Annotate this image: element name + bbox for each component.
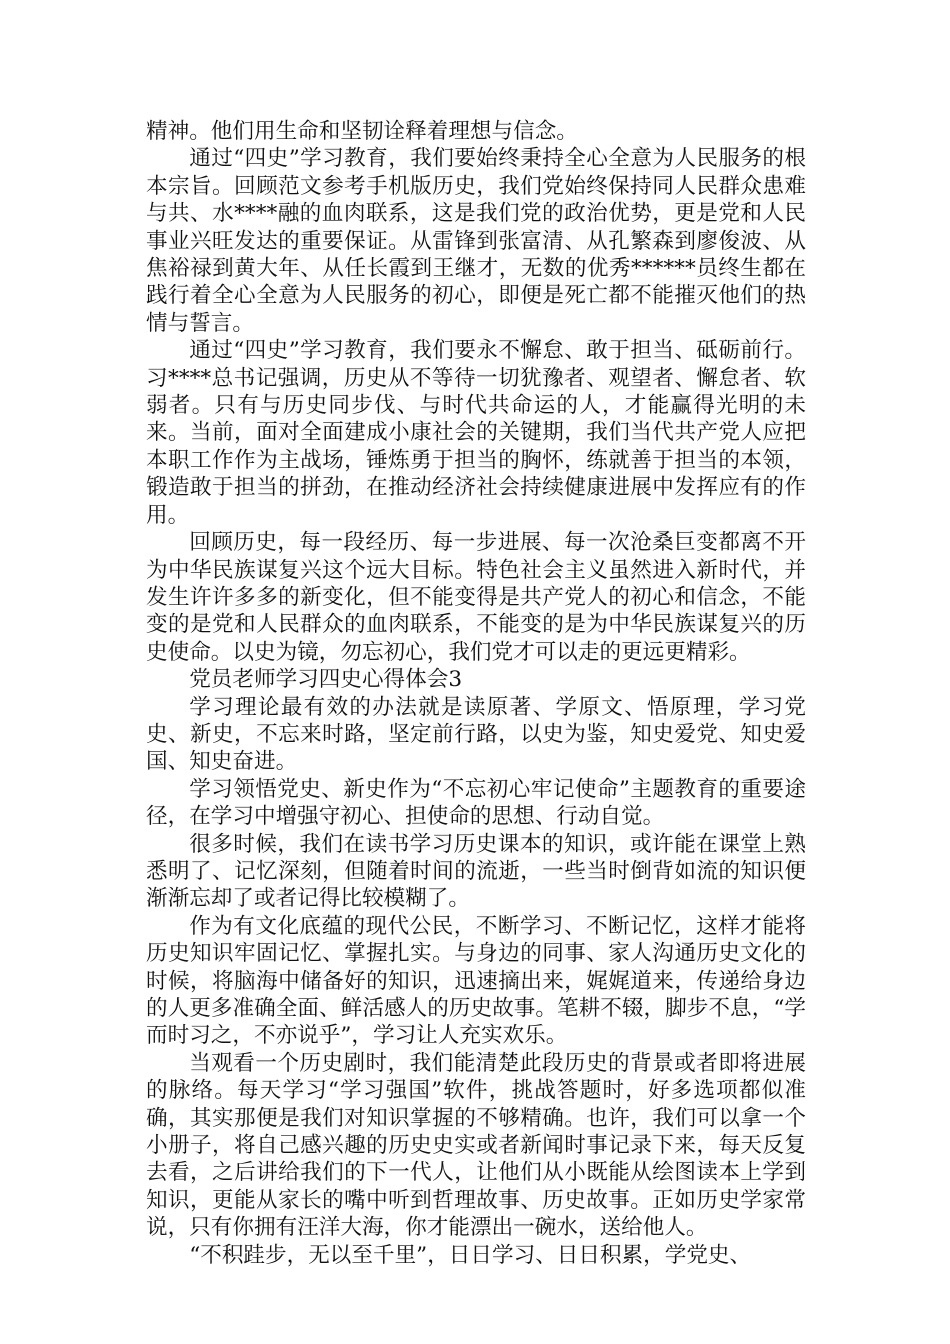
paragraph-take-responsibility: 通过“四史”学习教育，我们要永不懈怠、敢于担当、砥砺前行。习****总书记强调，历史从不等待一切犹豫者、观望者、懈怠者、软弱者。只有与历史同步伐、与时代共命运的人，才能赢得光明的未来。当前，面对全面建成小康社会的关键期，我们当代共产党人应把本职工作作为主战场，锤炼勇于担当的胸怀，练就善于担当的本领，锻造敢于担当的拼劲，在推动经济社会持续健康进展中发挥应有的作用。 (146, 338, 806, 528)
paragraph-accumulate: “不积跬步，无以至千里”，日日学习、日日积累，学党史、 (189, 1242, 752, 1268)
paragraph-continuation: 精神。他们用生命和坚韧诠释着理想与信念。 (146, 119, 578, 144)
paragraph-study-theory: 学习理论最有效的办法就是读原著、学原文、悟原理，学习党史、新史，不忘来时路，坚定前行路，以史为鉴，知史爱党、知史爱国、知史奋进。 (146, 694, 806, 775)
document-page (146, 118, 806, 1269)
paragraph-modern-citizen: 作为有文化底蕴的现代公民，不断学习、不断记忆，这样才能将历史知识牢固记忆、掌握扎实。与身边的同事、家人沟通历史文化的时候，将脑海中储备好的知识，迅速摘出来，娓娓道来，传递给身边的人更多准确全面、鲜活感人的历史故事。笔耕不辍，脚步不息，“学而时习之，不亦说乎”，学习让人充实欢乐。 (146, 913, 806, 1049)
paragraph-serve-people: 通过“四史”学习教育，我们要始终秉持全心全意为人民服务的根本宗旨。回顾范文参考手机版历史，我们党始终保持同人民群众患难与共、水****融的血肉联系，这是我们党的政治优势，更是党和人民事业兴旺发达的重要保证。从雷锋到张富清、从孔繁森到廖俊波、从焦裕禄到黄大年、从任长霞到王继才，无数的优秀******员终生都在践行着全心全意为人民服务的初心，即便是死亡都不能摧灭他们的热情与誓言。 (146, 146, 806, 336)
paragraph-study-history: 学习领悟党史、新史作为“不忘初心牢记使命”主题教育的重要途径，在学习中增强守初心、担使命的思想、行动自觉。 (146, 776, 806, 830)
paragraph-history-drama: 当观看一个历史剧时，我们能清楚此段历史的背景或者即将进展的脉络。每天学习“学习强国”软件，挑战答题时，好多选项都似准确，其实那便是我们对知识掌握的不够精确。也许，我们可以拿一个小册子，将自己感兴趣的历史史实或者新闻时事记录下来，每天反复去看，之后讲给我们的下一代人，让他们从小既能从绘图读本上学到知识，更能从家长的嘴中听到哲理故事、历史故事。正如历史学家常说，只有你拥有汪洋大海，你才能漂出一碗水，送给他人。 (146, 1050, 806, 1241)
section-heading: 党员老师学习四史心得体会3 (189, 667, 463, 693)
paragraph-memory: 很多时候，我们在读书学习历史课本的知识，或许能在课堂上熟悉明了、记忆深刻，但随着时间的流逝，一些当时倒背如流的知识便渐渐忘却了或者记得比较模糊了。 (146, 831, 806, 912)
paragraph-review-history: 回顾历史，每一段经历、每一步进展、每一次沧桑巨变都离不开为中华民族谋复兴这个远大目标。特色社会主义虽然进入新时代，并发生许许多多的新变化，但不能变得是共产党人的初心和信念，不能变的是党和人民群众的血肉联系，不能变的是为中华民族谋复兴的历史使命。以史为镜，勿忘初心，我们党才可以走的更远更精彩。 (146, 530, 806, 665)
